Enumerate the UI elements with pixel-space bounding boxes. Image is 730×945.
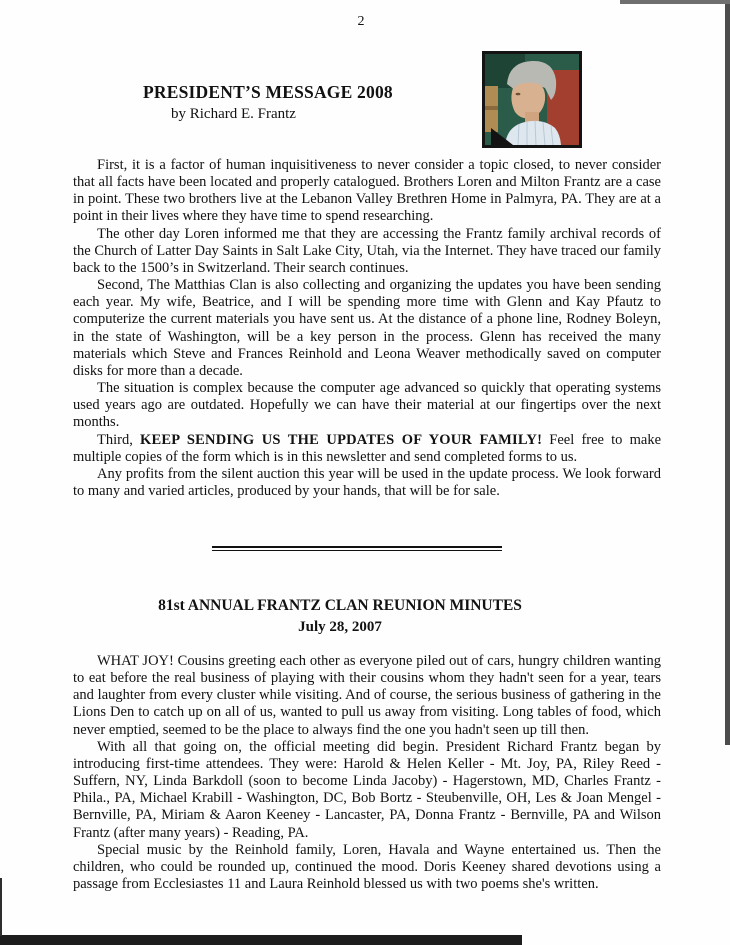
photo-shelf-shadow xyxy=(485,106,498,110)
reunion-minutes-title: 81st ANNUAL FRANTZ CLAN REUNION MINUTES xyxy=(158,597,522,614)
portrait-photo-frame xyxy=(482,51,582,148)
reunion-minutes-date: July 28, 2007 xyxy=(298,619,382,635)
paragraph: The other day Loren informed me that they are accessing the Frantz family archival records of the Church of Latter Day Saints in Salt Lake City, Utah, via the Internet. They have traced our family back to the 1500’s in Switzerland. Their search continues. xyxy=(73,225,661,276)
section-divider xyxy=(212,546,502,551)
paragraph: Second, The Matthias Clan is also collecting and organizing the updates you have been sending each year. My wife, Beatrice, and I will be spending more time with Glenn and Kay Pfautz to computerize the current materials you have sent us. At the distance of a phone line, Rodney Boleyn, in the state of Washington, will be a key person in the process. Glenn has received the many materials which Steve and Frances Reinhold and Leona Weaver methodically saved on computer disks for more than a decade. xyxy=(73,277,661,379)
portrait-photo xyxy=(485,54,579,145)
paragraph: With all that going on, the official meeting did begin. President Richard Frantz began by introducing first-time attendees. They were: Harold & Helen Keller - Mt. Joy, PA, Riley Reed - Suffern, NY, Linda Barkdoll (soon to become Linda Jacoby) - Hagerstown, MD, Charles Frantz - Phila., PA, Michael Krabill - Washington, DC, Bob Bortz - Steubenville, OH, Les & Joan Mengel - Bernville, PA, Miriam & Aaron Keeney - Lancaster, PA, Donna Frantz - Bernville, PA and Wilson Frantz (after many years) - Reading, PA. xyxy=(73,738,661,841)
scan-edge-left-lower xyxy=(0,878,2,936)
paragraph: The situation is complex because the computer age advanced so quickly that operating systems used years ago are outdated. Hopefully we can have their material at our fingertips over the next months. xyxy=(73,380,661,431)
plea-bold-text: KEEP SENDING US THE UPDATES OF YOUR FAMILY! xyxy=(140,431,543,448)
paragraph: Special music by the Reinhold family, Loren, Havala and Wayne entertained us. Then the children, who could be rounded up, continued the mood. Doris Keeney shared devotions using a passage from Ecclesiastes 11 and Laura Reinhold blessed us with two poems she's written. xyxy=(73,841,661,893)
plea-prefix: Third, xyxy=(97,431,141,448)
plea-suffix: Feel free to make multiple copies of the form which is in this newsletter and send completed forms to us. xyxy=(73,431,662,465)
scan-edge-bottom xyxy=(0,935,522,945)
paragraph: WHAT JOY! Cousins greeting each other as everyone piled out of cars, hungry children wanting to eat before the real business of playing with their cousins whom they hadn't seen for a year, tears and laughter from every cluster while visiting. And of course, the serious business of gathering in the Lions Den to catch up on all of us, wanted to pull us away from visiting. Long tables of food, which never emptied, seemed to be the place to always find the one you hadn't seen up till then. xyxy=(73,653,661,738)
paragraph-update-plea xyxy=(73,432,661,466)
presidents-message-body xyxy=(73,157,661,500)
presidents-message-byline: by Richard E. Frantz xyxy=(171,106,296,122)
presidents-message-title: PRESIDENT’S MESSAGE 2008 xyxy=(143,82,393,102)
presidents-message-header xyxy=(143,82,393,123)
reunion-minutes-header xyxy=(60,597,620,636)
photo-eye xyxy=(516,93,521,96)
scan-edge-top-right xyxy=(620,0,730,4)
reunion-minutes-body xyxy=(73,653,661,893)
scan-edge-right xyxy=(725,0,730,745)
page-number: 2 xyxy=(357,14,365,29)
paragraph: First, it is a factor of human inquisitiveness to never consider a topic closed, to never consider that all facts have been located and properly catalogued. Brothers Loren and Milton Frantz are a case in point. These two brothers live at the Lebanon Valley Brethren Home in Palmyra, PA. They are at a point in their lives where they have time to spend researching. xyxy=(73,157,661,225)
paragraph: Any profits from the silent auction this year will be used in the update process. We look forward to many and varied articles, produced by your hands, that will be for sale. xyxy=(73,465,661,499)
